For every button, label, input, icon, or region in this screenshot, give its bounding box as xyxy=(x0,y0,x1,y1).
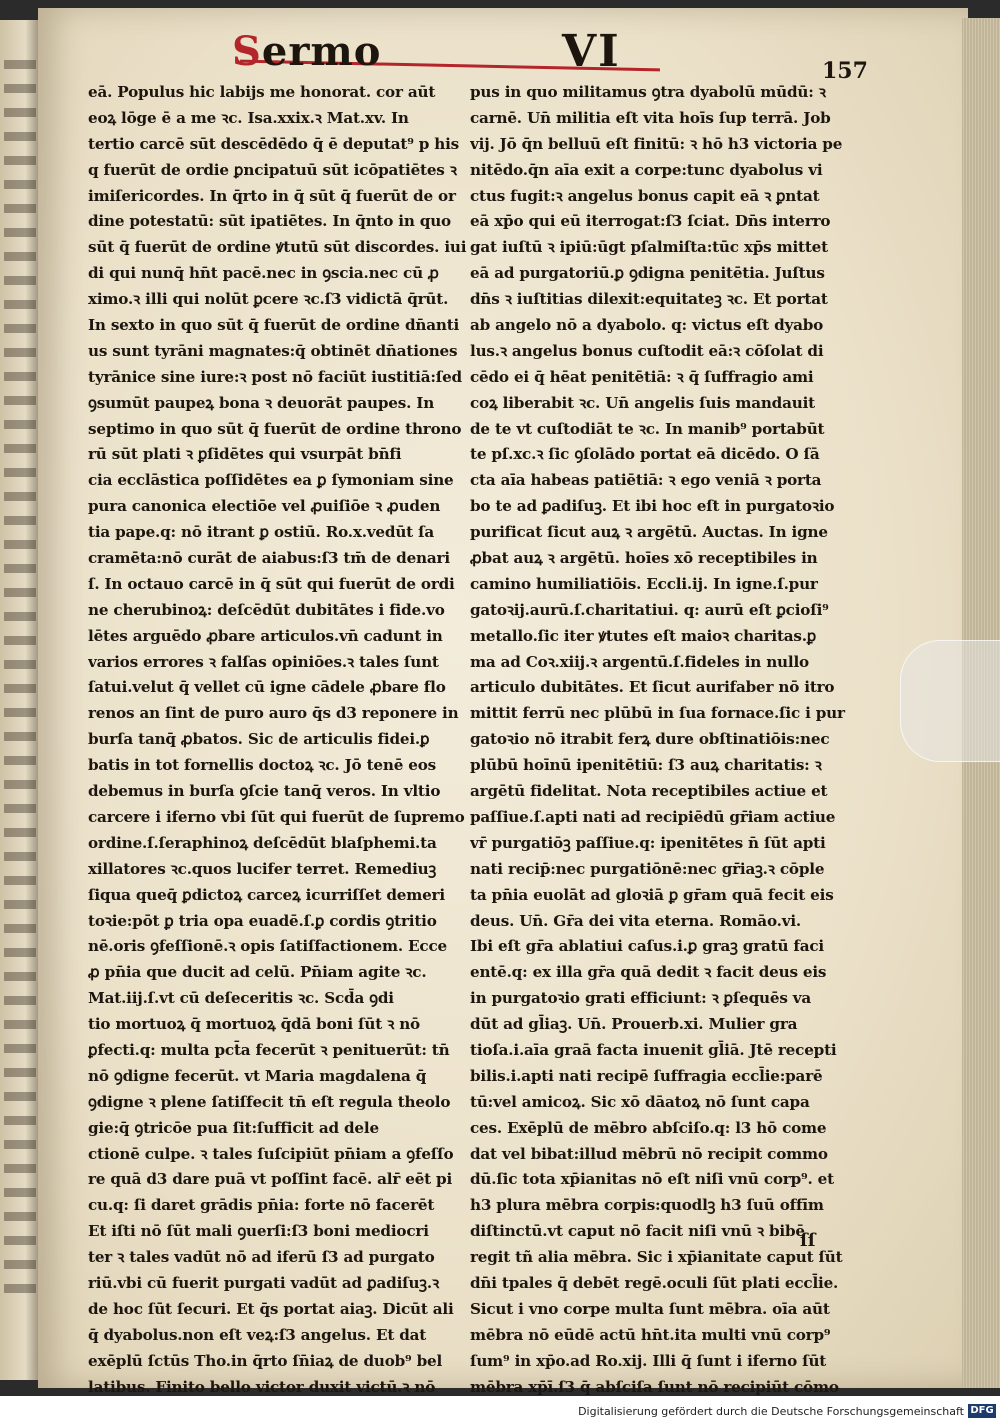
sermon-number: VI xyxy=(562,26,621,77)
text-line: riū.vbi cū fuerit purgati vadūt ad ꝑadiſuꝫ.ꝛ xyxy=(88,1273,439,1292)
text-line: toꝛie:pōt ꝑ tria opa euadē.ſ.ꝑ cordis ꝯtritio xyxy=(88,911,437,930)
text-line: septimo in quo sūt q̄ fuerūt de ordine throno xyxy=(88,419,462,438)
text-line: dn̄i tpales q̄ debēt regē.oculi ſūt plati eccl̄ie. xyxy=(470,1273,839,1292)
text-line: dat vel bibat:illud mēbrū nō recipit commo xyxy=(470,1144,828,1163)
text-line: dū.ſic tota xp̄ianitas nō eſt niſi vnū corp⁹. et xyxy=(470,1170,834,1189)
text-line: tioſa.i.aīa graā facta inuenit gl̄iā. Jtē recepti xyxy=(470,1040,837,1059)
sermo-initial: S xyxy=(232,28,262,75)
left-text-column xyxy=(88,80,468,1396)
text-line: plūbū hoīnū ipenitētiū: ſ3 auꝝ charitatis: ꝛ xyxy=(470,756,822,775)
text-line: gatoꝛij.aurū.ſ.charitatiui. q: aurū eſt ꝑcioſi⁹ xyxy=(470,600,829,619)
text-line: metallo.ſic iter ꝟtutes eſt maioꝛ charitas.ꝑ xyxy=(470,626,816,645)
text-line: tia pape.q: nō itrant ꝑ ostiū. Ro.x.vedūt ſa xyxy=(88,523,435,542)
text-line: ordine.ſ.ſeraphinoꝝ deſcēdūt blaſphemi.ta xyxy=(88,833,437,852)
text-line: dūt ad gl̄iaꝫ. Un̄. Prouerb.xi. Mulier gra xyxy=(470,1015,798,1034)
text-line: tio mortuoꝝ q̄ mortuoꝝ q̄dā boni ſūt ꝛ nō xyxy=(88,1015,420,1034)
text-line: ctionē culpe. ꝛ tales ſuſcipiūt pn̄iam a ꝯfeſſo xyxy=(88,1144,454,1163)
text-line: Mat.iij.ſ.vt cū deſeceritis ꝛc. Scd̄a ꝯdi xyxy=(88,989,394,1008)
text-line: burſa tanq̄ ꝓbatos. Sic de articulis fidei.ꝑ xyxy=(88,730,430,749)
text-line: h3 plura mēbra corpis:quodlꝫ h3 ſuū offīm xyxy=(470,1196,824,1215)
text-line: eā. Populus hic labijs me honorat. cor aūt xyxy=(88,83,436,101)
text-line: sūt q̄ fuerūt de ordine ꝟtutū sūt discordes. iui xyxy=(88,238,467,257)
right-text-column xyxy=(470,80,850,1396)
text-line: gatoꝛio nō itrabit ferꝝ dure obſtinatiōis:nec xyxy=(470,730,830,749)
text-line: ma ad Coꝛ.xiij.ꝛ argentū.ſ.fideles in nullo xyxy=(470,652,809,671)
left-page-edge xyxy=(0,20,42,1380)
text-line: ſ. In octauo carcē in q̄ sūt qui fuerūt de ordi xyxy=(88,574,455,593)
text-line: coꝝ liberabit ꝛc. Un̄ angelis ſuis mandauit xyxy=(470,393,815,412)
sermo-rest: ermo xyxy=(261,28,382,75)
text-line: varios errores ꝛ falſas opiniōes.ꝛ tales ſunt xyxy=(88,652,439,671)
text-line: diſtinctū.vt caput nō facit niſi vnū ꝛ bibē xyxy=(470,1222,805,1241)
running-head-sermo xyxy=(232,28,381,75)
text-line: tertio carcē sūt descēdēdo q̄ ē deputat⁹ p his xyxy=(88,134,460,153)
text-line: xillatores ꝛc.quos lucifer terret. Remediuꝫ xyxy=(88,859,437,878)
text-line: purificat ſicut auꝝ ꝛ argētū. Auctas. In igne xyxy=(470,523,828,542)
text-line: cēdo ei q̄ hēat penitētiā: ꝛ q̄ ſuffragio ami xyxy=(470,367,814,386)
text-line: mēbra nō eūdē actū hn̄t.ita multi vnū corp⁹ xyxy=(470,1325,831,1344)
text-line: re quā d3 dare puā vt poſſint facē. alr̄ eēt pi xyxy=(88,1170,453,1189)
text-line: deus. Un̄. Gr̄a dei vita eterna. Romāo.vi. xyxy=(470,911,801,930)
text-line: ta pn̄ia euolāt ad gloꝛiā ꝑ gr̄am quā fecit eis xyxy=(470,885,834,904)
text-line: ꝑfecti.q: multa pct̄a fecerūt ꝛ penituerūt: tn̄ xyxy=(88,1040,450,1059)
text-line: ſatui.velut q̄ vellet cū igne cādele ꝓbare flo xyxy=(88,678,446,697)
catchword: ſſ xyxy=(800,1230,816,1251)
text-line: argētū fidelitat. Nota receptibiles actiue et xyxy=(470,782,828,801)
text-line: nō ꝯdigne fecerūt. vt Maria magdalena q̄ xyxy=(88,1066,427,1085)
text-line: camino humiliatiōis. Eccli.ij. In igne.ſ.pur xyxy=(470,574,818,593)
text-line: pus in quo militamus ꝯtra dyabolū mūdū: ꝛ xyxy=(470,83,826,101)
text-line: nitēdo.q̄n aīa exit a corpe:tunc dyabolus vi xyxy=(470,160,823,179)
text-line: ꝯsumūt paupeꝝ bona ꝛ deuorāt paupes. In xyxy=(88,393,435,412)
text-line: rū sūt plati ꝛ ꝑſidētes qui vsurpāt bn̄fi xyxy=(88,445,402,464)
text-line: Ibi eſt gr̄a ablatiui caſus.i.ꝑ graꝫ gratū faci xyxy=(470,937,824,956)
bookmark-clip xyxy=(900,640,1000,762)
text-line: mēbra xp̄ī.ſ3 q̄ abſciſa ſunt nō recipiūt cōmo xyxy=(470,1377,839,1396)
text-line: carnē. Un̄ militia eſt vita hoīs ſup terrā. Job xyxy=(470,108,831,127)
text-line: cia ecclāstica poſſidētes ea ꝑ ſymoniam sine xyxy=(88,471,454,490)
text-line: tū:vel amicoꝝ. Sic xō dāatoꝝ nō ſunt capa xyxy=(470,1092,810,1111)
text-line: gie:q̄ ꝯtricōe pua ſit:ſufficit ad dele xyxy=(88,1118,379,1137)
dfg-logo: DFG xyxy=(968,1404,996,1418)
text-line: lētes arguēdo ꝓbare articulos.vn̄ cadunt in xyxy=(88,626,443,645)
text-line: ꝓ pn̄ia que ducit ad celū. Pn̄iam agite ꝛc. xyxy=(88,963,427,982)
text-line: carcere i iferno vbi ſūt qui fuerūt de ſupremo xyxy=(88,807,465,826)
text-line: ſiqua queq̄ ꝑdictoꝝ carceꝝ icurriſſet demeri xyxy=(88,885,445,904)
text-line: entē.q: ex illa gr̄a quā dedit ꝛ facit deus eis xyxy=(470,963,827,982)
text-line: ximo.ꝛ illi qui nolūt ꝑcere ꝛc.ſ3 vidictā q̄rūt. xyxy=(88,290,449,309)
text-line: bilis.i.apti nati recipē ſuffragia eccl̄ie:parē xyxy=(470,1066,823,1085)
text-line: in purgatoꝛio grati efficiunt: ꝛ ꝑſequēs va xyxy=(470,989,812,1008)
text-line: bo te ad ꝑadiſuꝫ. Et ibi hoc eſt in purgatoꝛio xyxy=(470,497,835,516)
text-line: eā ad purgatoriū.ꝑ ꝯdigna penitētia. Juſtus xyxy=(470,264,825,283)
text-line: dn̄s ꝛ iuſtitias dilexit:equitateꝫ ꝛc. Et portat xyxy=(470,290,828,309)
text-line: nē.oris ꝯfeſſionē.ꝛ opis ſatiſfactionem. Ecce xyxy=(88,937,447,956)
text-line: ꝓbat auꝝ ꝛ argētū. hoīes xō receptibiles in xyxy=(470,549,818,568)
text-line: lus.ꝛ angelus bonus cuſtodit eā:ꝛ cōſolat di xyxy=(470,341,824,360)
text-line: us sunt tyrāni magnates:q̄ obtinēt dn̄ationes xyxy=(88,341,458,360)
text-line: debemus in burſa ꝯſcie tanq̄ veros. In vltio xyxy=(88,782,441,801)
text-line: batis in tot fornellis doctoꝝ ꝛc. Jō tenē eos xyxy=(88,756,436,775)
text-line: nati recip̄:nec purgatiōnē:nec gr̄iaꝫ.ꝛ cōple xyxy=(470,859,825,878)
text-line: paſſiue.ſ.apti nati ad recipiēdū gr̄iam actiue xyxy=(470,807,836,826)
text-line: ſum⁹ in xp̄o.ad Ro.xij. Illi q̄ ſunt i iferno ſūt xyxy=(470,1351,827,1370)
text-line: de te vt cuſtodiāt te ꝛc. In manib⁹ portabūt xyxy=(470,419,825,438)
text-line: eoꝝ lōge ē a me ꝛc. Isa.xxix.ꝛ Mat.xv. In xyxy=(88,108,409,127)
text-line: ces. Exēplū de mēbro abſciſo.q: l3 hō come xyxy=(470,1118,827,1137)
text-line: eā xp̄o qui eū iterrogat:ſ3 ſciat. Dn̄s interro xyxy=(470,212,831,231)
text-line: vr̄ purgatiōꝫ paſſiue.q: ipenitētes n̄ ſūt apti xyxy=(470,833,826,852)
left-page-text-sliver xyxy=(4,60,36,1300)
text-line: ctus fugit:ꝛ angelus bonus capit eā ꝛ ꝑntat xyxy=(470,186,820,205)
text-line: de hoc ſūt ſecuri. Et q̄s portat aiaꝫ. Dicūt ali xyxy=(88,1299,454,1318)
text-line: gat iuſtū ꝛ ipiū:ūgt pſalmiſta:tūc xp̄s mittet xyxy=(470,238,828,257)
text-line: vij. Jō q̄n belluū eſt finitū: ꝛ hō h3 victoria pe xyxy=(470,134,843,153)
text-line: cu.q: ſi daret grādis pn̄ia: forte nō facerēt xyxy=(88,1196,435,1215)
text-line: ab angelo nō a dyabolo. q: victus eſt dyabo xyxy=(470,316,824,335)
text-line: q fuerūt de ordie ꝑncipatuū sūt icōpatiētes ꝛ xyxy=(88,160,457,179)
text-line: ꝯdigne ꝛ plene ſatiſfecit tn̄ eſt regula theolo xyxy=(88,1092,451,1111)
text-line: articulo dubitātes. Et ſicut aurifaber nō itro xyxy=(470,678,835,697)
text-line: Et iſti nō ſūt mali ꝯuerſi:ſ3 boni mediocri xyxy=(88,1222,429,1241)
footer-credit: Digitalisierung gefördert durch die Deutsche Forschungsgemeinschaft xyxy=(578,1405,964,1418)
folio-number: 157 xyxy=(822,58,868,84)
footer-bar xyxy=(0,1396,1000,1427)
text-line: In sexto in quo sūt q̄ fuerūt de ordine dn̄anti xyxy=(88,316,460,335)
text-line: ne cherubinoꝝ: deſcēdūt dubitātes i fide.vo xyxy=(88,600,445,619)
text-line: te pſ.xc.ꝛ ſic ꝯſolādo portat eā dicēdo. O ſā xyxy=(470,445,820,464)
text-line: cramēta:nō curāt de aiabus:ſ3 tm̄ de denari xyxy=(88,549,450,568)
text-line: cta aīa habeas patiētiā: ꝛ ego veniā ꝛ porta xyxy=(470,471,822,490)
text-line: exēplū ſctūs Tho.in q̄rto ſn̄iaꝝ de duob⁹ bel xyxy=(88,1351,443,1370)
text-line: mittit ferrū nec plūbū in ſua fornace.ſic i pur xyxy=(470,704,845,723)
text-line: tyrānice sine iure:ꝛ post nō faciūt iustitiā:ſed xyxy=(88,367,462,386)
text-line: Sicut i vno corpe multa ſunt mēbra. oīa aūt xyxy=(470,1299,830,1318)
text-line: regit tñ alia mēbra. Sic i xp̄ianitate caput ſūt xyxy=(470,1248,843,1267)
text-line: dine potestatū: sūt ipatiētes. In q̄nto in quo xyxy=(88,212,451,231)
text-line: di qui nunq̄ hn̄t pacē.nec in ꝯscia.nec cū ꝓ xyxy=(88,264,439,283)
text-line: renos an ſint de puro auro q̄s d3 reponere in xyxy=(88,704,459,723)
text-line: latibus. Finito bello victor duxit victū.ꝛ nō xyxy=(88,1377,436,1396)
text-line: q̄ dyabolus.non eſt veꝝ:ſ3 angelus. Et dat xyxy=(88,1325,427,1344)
text-line: ter ꝛ tales vadūt nō ad iferū ſ3 ad purgato xyxy=(88,1248,435,1267)
text-line: imiſericordes. In q̄rto in q̄ sūt q̄ fuerūt de or xyxy=(88,186,456,205)
text-line: pura canonica electiōe vel ꝓuiſiōe ꝛ ꝓuden xyxy=(88,497,441,516)
